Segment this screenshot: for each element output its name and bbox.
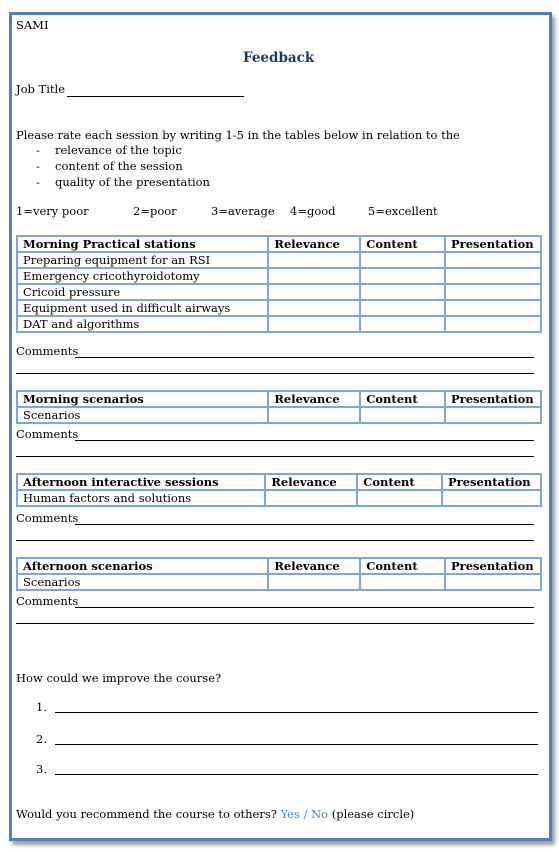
presentation-cell[interactable] <box>445 300 541 316</box>
presentation-cell[interactable] <box>442 490 541 506</box>
content-cell[interactable] <box>360 252 445 268</box>
column-header-relevance: Relevance <box>265 474 357 490</box>
answer-number: 1. <box>36 700 47 714</box>
table-row <box>17 407 541 423</box>
recommend-separator: / <box>303 807 308 821</box>
answer-line[interactable] <box>55 744 538 745</box>
recommend-no-option[interactable]: No <box>311 807 329 821</box>
rating-table-afternoon-interactive <box>16 473 542 507</box>
column-header-content: Content <box>360 558 445 574</box>
criteria-item: relevance of the topic <box>55 143 182 157</box>
session-name: Human factors and solutions <box>17 490 265 506</box>
answer-line[interactable] <box>55 774 538 775</box>
content-cell[interactable] <box>357 490 442 506</box>
table-heading: Afternoon interactive sessions <box>17 474 265 490</box>
job-title-label: Job Title <box>16 82 66 96</box>
job-title-field[interactable] <box>67 96 244 97</box>
presentation-cell[interactable] <box>445 316 541 332</box>
comments-label: Comments <box>16 344 79 358</box>
criteria-item: quality of the presentation <box>55 175 210 189</box>
comments-line[interactable] <box>16 623 534 624</box>
content-cell[interactable] <box>360 574 445 590</box>
column-header-content: Content <box>360 236 445 252</box>
column-header-presentation: Presentation <box>442 474 541 490</box>
comments-line[interactable] <box>75 357 534 358</box>
recommend-line <box>16 807 414 821</box>
relevance-cell[interactable] <box>268 407 360 423</box>
content-cell[interactable] <box>360 300 445 316</box>
criteria-dash: - <box>36 143 40 157</box>
column-header-relevance: Relevance <box>268 558 360 574</box>
session-name: Cricoid pressure <box>17 284 268 300</box>
comments-line[interactable] <box>75 607 534 608</box>
table-row <box>17 316 541 332</box>
recommend-yes-option[interactable]: Yes <box>280 807 300 821</box>
table-row <box>17 574 541 590</box>
criteria-item: content of the session <box>55 159 183 173</box>
comments-line[interactable] <box>16 456 534 457</box>
session-name: Emergency cricothyroidotomy <box>17 268 268 284</box>
table-row <box>17 300 541 316</box>
relevance-cell[interactable] <box>265 490 357 506</box>
relevance-cell[interactable] <box>268 284 360 300</box>
content-cell[interactable] <box>360 268 445 284</box>
presentation-cell[interactable] <box>445 574 541 590</box>
relevance-cell[interactable] <box>268 316 360 332</box>
presentation-cell[interactable] <box>445 284 541 300</box>
scale-item: 5=excellent <box>368 204 438 218</box>
presentation-cell[interactable] <box>445 407 541 423</box>
intro-text: Please rate each session by writing 1-5 in the tables below in relation to the <box>16 128 460 142</box>
scale-item: 4=good <box>290 204 336 218</box>
column-header-presentation: Presentation <box>445 236 541 252</box>
comments-line[interactable] <box>16 540 534 541</box>
table-row <box>17 252 541 268</box>
column-header-presentation: Presentation <box>445 391 541 407</box>
scale-item: 3=average <box>211 204 275 218</box>
session-name: Preparing equipment for an RSI <box>17 252 268 268</box>
relevance-cell[interactable] <box>268 252 360 268</box>
relevance-cell[interactable] <box>268 268 360 284</box>
column-header-content: Content <box>357 474 442 490</box>
table-header-row <box>17 474 541 490</box>
session-name: Scenarios <box>17 574 268 590</box>
rating-table-afternoon-scenarios <box>16 557 542 591</box>
column-header-relevance: Relevance <box>268 391 360 407</box>
answer-line[interactable] <box>55 712 538 713</box>
table-heading: Morning scenarios <box>17 391 268 407</box>
criteria-dash: - <box>36 175 40 189</box>
comments-label: Comments <box>16 511 79 525</box>
table-header-row <box>17 391 541 407</box>
org-header: SAMI <box>16 18 49 32</box>
recommend-suffix: (please circle) <box>331 807 415 821</box>
table-heading: Morning Practical stations <box>17 236 268 252</box>
table-row <box>17 490 541 506</box>
comments-label: Comments <box>16 594 79 608</box>
session-name: Scenarios <box>17 407 268 423</box>
column-header-content: Content <box>360 391 445 407</box>
criteria-dash: - <box>36 159 40 173</box>
recommend-question: Would you recommend the course to others? <box>16 807 277 821</box>
session-name: DAT and algorithms <box>17 316 268 332</box>
comments-line[interactable] <box>75 440 534 441</box>
table-header-row <box>17 236 541 252</box>
comments-line[interactable] <box>75 524 534 525</box>
relevance-cell[interactable] <box>268 574 360 590</box>
session-name: Equipment used in difficult airways <box>17 300 268 316</box>
answer-number: 3. <box>36 762 47 776</box>
rating-table-morning-scenarios <box>16 390 542 424</box>
content-cell[interactable] <box>360 316 445 332</box>
answer-number: 2. <box>36 732 47 746</box>
table-heading: Afternoon scenarios <box>17 558 268 574</box>
scale-item: 1=very poor <box>16 204 89 218</box>
content-cell[interactable] <box>360 284 445 300</box>
comments-line[interactable] <box>16 373 534 374</box>
page-frame <box>9 12 552 841</box>
content-cell[interactable] <box>360 407 445 423</box>
column-header-relevance: Relevance <box>268 236 360 252</box>
page-title: Feedback <box>243 50 315 66</box>
improve-question: How could we improve the course? <box>16 671 222 685</box>
scale-item: 2=poor <box>133 204 177 218</box>
relevance-cell[interactable] <box>268 300 360 316</box>
comments-label: Comments <box>16 427 79 441</box>
feedback-form <box>12 15 549 838</box>
table-row <box>17 268 541 284</box>
table-row <box>17 284 541 300</box>
presentation-cell[interactable] <box>445 252 541 268</box>
table-header-row <box>17 558 541 574</box>
presentation-cell[interactable] <box>445 268 541 284</box>
rating-table-morning-practical <box>16 235 542 333</box>
column-header-presentation: Presentation <box>445 558 541 574</box>
